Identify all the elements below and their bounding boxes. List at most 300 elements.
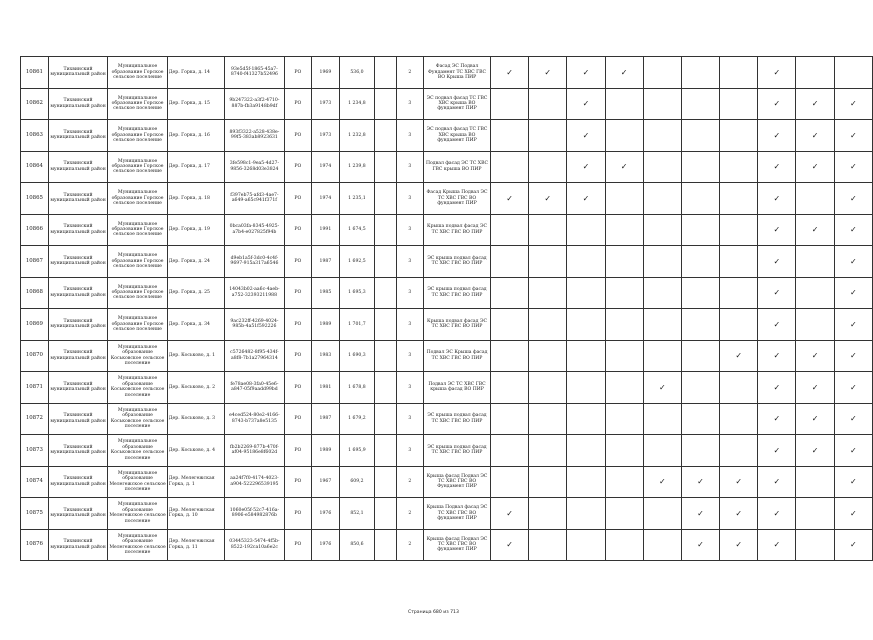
- checkmark-icon: ✓: [758, 340, 796, 372]
- empty-cell: [375, 529, 396, 561]
- table-row: [21, 88, 873, 120]
- check-cell-empty: [643, 435, 681, 467]
- check-cell-empty: [720, 246, 758, 278]
- category-cell: 2: [396, 529, 423, 561]
- address-cell: Дер. Горка, д. 24: [167, 246, 224, 278]
- check-cell-empty: [529, 529, 567, 561]
- empty-cell: [375, 498, 396, 530]
- check-cell-empty: [567, 340, 605, 372]
- check-cell-empty: [681, 340, 719, 372]
- check-cell-empty: [681, 277, 719, 309]
- checkmark-icon: ✓: [834, 340, 872, 372]
- district-cell: Тихвинский муниципальный район: [48, 57, 108, 89]
- table-row: [21, 309, 873, 341]
- house-code-cell: e4ced524-80e2-4166-8743-b737a8e5135: [225, 403, 284, 435]
- check-cell-empty: [643, 246, 681, 278]
- check-cell-empty: [643, 340, 681, 372]
- address-cell: Дер. Горка, д. 19: [167, 214, 224, 246]
- settlement-cell: Муниципальное образование Горское сельское поселение: [108, 57, 168, 89]
- district-cell: Тихвинский муниципальный район: [48, 435, 108, 467]
- checkmark-icon: ✓: [834, 435, 872, 467]
- check-cell-empty: [529, 466, 567, 498]
- checkmark-icon: ✓: [834, 214, 872, 246]
- checkmark-icon: ✓: [490, 183, 528, 215]
- empty-cell: [375, 57, 396, 89]
- house-code-cell: 93e5d5f-1865-45a7-8740-f41327b52496: [225, 57, 284, 89]
- settlement-cell: Муниципальное образование Горское сельское поселение: [108, 277, 168, 309]
- checkmark-icon: ✓: [758, 57, 796, 89]
- check-cell-empty: [490, 246, 528, 278]
- checkmark-icon: ✓: [758, 529, 796, 561]
- check-cell-empty: [490, 88, 528, 120]
- check-cell-empty: [681, 183, 719, 215]
- year-cell: 1991: [312, 214, 340, 246]
- checkmark-icon: ✓: [796, 151, 834, 183]
- settlement-cell: Муниципальное образование Коськовское сельское поселение: [108, 372, 168, 404]
- checkmark-icon: ✓: [834, 403, 872, 435]
- house-code-cell: f397eb75-afd3-4ae7-a649-a65c941f371f: [225, 183, 284, 215]
- check-cell-empty: [796, 246, 834, 278]
- check-cell-empty: [643, 151, 681, 183]
- empty-cell: [375, 309, 396, 341]
- area-cell: 1 701,7: [339, 309, 374, 341]
- housing-register-table: [20, 56, 873, 561]
- fund-form-cell: РО: [284, 277, 312, 309]
- checkmark-icon: ✓: [796, 403, 834, 435]
- checkmark-icon: ✓: [758, 277, 796, 309]
- check-cell-empty: [796, 277, 834, 309]
- check-cell-empty: [720, 403, 758, 435]
- area-cell: 536,0: [339, 57, 374, 89]
- check-cell-empty: [796, 309, 834, 341]
- check-cell-empty: [567, 309, 605, 341]
- check-cell-empty: [490, 372, 528, 404]
- row-id-cell: 10861: [21, 57, 49, 89]
- row-id-cell: 10862: [21, 88, 49, 120]
- category-cell: 3: [396, 246, 423, 278]
- house-code-cell: 9ac232ff-4269-4024-985b-4a51f592226: [225, 309, 284, 341]
- category-cell: 3: [396, 151, 423, 183]
- area-cell: 850,6: [339, 529, 374, 561]
- work-types-cell: ЭС подвал фасад ТС ГВС ХВС крыша ВО фундамент ПИР: [424, 120, 491, 152]
- check-cell-empty: [681, 88, 719, 120]
- checkmark-icon: ✓: [834, 277, 872, 309]
- check-cell-empty: [643, 529, 681, 561]
- check-cell-empty: [529, 498, 567, 530]
- year-cell: 1976: [312, 498, 340, 530]
- check-cell-empty: [605, 309, 643, 341]
- house-code-cell: fb2b2269-877b-470f-af04-95186e8f602d: [225, 435, 284, 467]
- house-code-cell: 3fe598c1-9ea5-4d27-9856-3268d03e3824: [225, 151, 284, 183]
- fund-form-cell: РО: [284, 498, 312, 530]
- check-cell-empty: [643, 498, 681, 530]
- check-cell-empty: [529, 435, 567, 467]
- work-types-cell: Подвал фасад ЭС ТС ХВС ГВС крыша ВО ПИР: [424, 151, 491, 183]
- page-footer: Страница 680 из 713: [408, 610, 459, 615]
- table-row: [21, 246, 873, 278]
- empty-cell: [375, 246, 396, 278]
- checkmark-icon: ✓: [834, 466, 872, 498]
- settlement-cell: Муниципальное образование Мелегежское сельское поселение: [108, 466, 168, 498]
- row-id-cell: 10863: [21, 120, 49, 152]
- table-row: [21, 151, 873, 183]
- check-cell-empty: [720, 277, 758, 309]
- check-cell-empty: [796, 529, 834, 561]
- year-cell: 1989: [312, 435, 340, 467]
- check-cell-empty: [529, 277, 567, 309]
- work-types-cell: Крыша фасад Подвал ЭС ТС ХВС ГВС ВО Фундамент ПИР: [424, 466, 491, 498]
- row-id-cell: 10868: [21, 277, 49, 309]
- checkmark-icon: ✓: [720, 498, 758, 530]
- checkmark-icon: ✓: [796, 88, 834, 120]
- table-row: [21, 498, 873, 530]
- check-cell-empty: [796, 183, 834, 215]
- row-id-cell: 10867: [21, 246, 49, 278]
- check-cell-empty: [681, 309, 719, 341]
- checkmark-icon: ✓: [758, 309, 796, 341]
- check-cell-empty: [720, 183, 758, 215]
- checkmark-icon: ✓: [796, 435, 834, 467]
- table-body: [21, 57, 873, 561]
- address-cell: Дер. Горка, д. 14: [167, 57, 224, 89]
- category-cell: 3: [396, 372, 423, 404]
- fund-form-cell: РО: [284, 214, 312, 246]
- address-cell: Дер. Горка, д. 16: [167, 120, 224, 152]
- settlement-cell: Муниципальное образование Коськовское сельское поселение: [108, 403, 168, 435]
- settlement-cell: Муниципальное образование Горское сельское поселение: [108, 183, 168, 215]
- house-code-cell: 9b247322-a3f2-4710-887b-fb3a9148b9df: [225, 88, 284, 120]
- row-id-cell: 10876: [21, 529, 49, 561]
- district-cell: Тихвинский муниципальный район: [48, 277, 108, 309]
- settlement-cell: Муниципальное образование Коськовское сельское поселение: [108, 435, 168, 467]
- check-cell-empty: [490, 309, 528, 341]
- district-cell: Тихвинский муниципальный район: [48, 340, 108, 372]
- district-cell: Тихвинский муниципальный район: [48, 120, 108, 152]
- address-cell: Дер. Мелегежская Горка, д. 1: [167, 466, 224, 498]
- checkmark-icon: ✓: [681, 466, 719, 498]
- checkmark-icon: ✓: [720, 529, 758, 561]
- table-row: [21, 340, 873, 372]
- work-types-cell: ЭС подвал фасад ТС ГВС ХВС крыша ВО фундамент ПИР: [424, 88, 491, 120]
- check-cell-empty: [720, 214, 758, 246]
- checkmark-icon: ✓: [758, 372, 796, 404]
- row-id-cell: 10865: [21, 183, 49, 215]
- settlement-cell: Муниципальное образование Горское сельское поселение: [108, 120, 168, 152]
- address-cell: Дер. Коськово, д. 3: [167, 403, 224, 435]
- district-cell: Тихвинский муниципальный район: [48, 498, 108, 530]
- checkmark-icon: ✓: [567, 57, 605, 89]
- check-cell-empty: [490, 277, 528, 309]
- table-row: [21, 466, 873, 498]
- area-cell: 1 678,8: [339, 372, 374, 404]
- work-types-cell: Подвал ЭС ТС ХВС ГВС крыша фасад ВО ПИР: [424, 372, 491, 404]
- category-cell: 3: [396, 120, 423, 152]
- year-cell: 1987: [312, 246, 340, 278]
- year-cell: 1976: [312, 529, 340, 561]
- row-id-cell: 10870: [21, 340, 49, 372]
- fund-form-cell: РО: [284, 246, 312, 278]
- checkmark-icon: ✓: [758, 435, 796, 467]
- empty-cell: [375, 151, 396, 183]
- checkmark-icon: ✓: [834, 120, 872, 152]
- checkmark-icon: ✓: [758, 151, 796, 183]
- checkmark-icon: ✓: [834, 529, 872, 561]
- fund-form-cell: РО: [284, 466, 312, 498]
- empty-cell: [375, 277, 396, 309]
- category-cell: 3: [396, 340, 423, 372]
- row-id-cell: 10869: [21, 309, 49, 341]
- checkmark-icon: ✓: [834, 498, 872, 530]
- check-cell-empty: [529, 403, 567, 435]
- check-cell-empty: [529, 214, 567, 246]
- work-types-cell: Подвал ЭС Крыша фасад ТС ХВС ГВС ВО ПИР: [424, 340, 491, 372]
- check-cell-empty: [605, 529, 643, 561]
- settlement-cell: Муниципальное образование Горское сельское поселение: [108, 309, 168, 341]
- checkmark-icon: ✓: [758, 466, 796, 498]
- check-cell-empty: [605, 183, 643, 215]
- check-cell-empty: [529, 309, 567, 341]
- work-types-cell: Крыша Подвал фасад ЭС ТС ХВС ГВС ВО фундамент ПИР: [424, 498, 491, 530]
- work-types-cell: Крыша фасад Подвал ЭС ТС ХВС ГВС ВО фундамент ПИР: [424, 529, 491, 561]
- check-cell-empty: [529, 151, 567, 183]
- check-cell-empty: [605, 246, 643, 278]
- year-cell: 1973: [312, 120, 340, 152]
- district-cell: Тихвинский муниципальный район: [48, 88, 108, 120]
- check-cell-empty: [605, 498, 643, 530]
- check-cell-empty: [529, 372, 567, 404]
- address-cell: Дер. Мелегежская Горка, д. 10: [167, 498, 224, 530]
- check-cell-empty: [567, 529, 605, 561]
- address-cell: Дер. Мелегежская Горка, д. 11: [167, 529, 224, 561]
- area-cell: 852,1: [339, 498, 374, 530]
- area-cell: 1 679,2: [339, 403, 374, 435]
- checkmark-icon: ✓: [681, 498, 719, 530]
- check-cell-empty: [529, 120, 567, 152]
- settlement-cell: Муниципальное образование Мелегежское сельское поселение: [108, 498, 168, 530]
- checkmark-icon: ✓: [796, 120, 834, 152]
- check-cell-empty: [567, 435, 605, 467]
- house-code-cell: 14043b02-aa6c-4aeb-a752-32393211988: [225, 277, 284, 309]
- check-cell-empty: [567, 466, 605, 498]
- row-id-cell: 10871: [21, 372, 49, 404]
- checkmark-icon: ✓: [720, 340, 758, 372]
- table-row: [21, 120, 873, 152]
- row-id-cell: 10866: [21, 214, 49, 246]
- check-cell-empty: [605, 214, 643, 246]
- address-cell: Дер. Горка, д. 25: [167, 277, 224, 309]
- table-row: [21, 435, 873, 467]
- check-cell-empty: [605, 120, 643, 152]
- check-cell-empty: [490, 214, 528, 246]
- fund-form-cell: РО: [284, 435, 312, 467]
- check-cell-empty: [720, 57, 758, 89]
- row-id-cell: 10864: [21, 151, 49, 183]
- check-cell-empty: [796, 57, 834, 89]
- house-code-cell: 0bca03fa-8345-4925-a7b4-e027825f94b: [225, 214, 284, 246]
- check-cell-empty: [720, 151, 758, 183]
- year-cell: 1974: [312, 151, 340, 183]
- checkmark-icon: ✓: [490, 529, 528, 561]
- check-cell-empty: [720, 88, 758, 120]
- checkmark-icon: ✓: [834, 309, 872, 341]
- check-cell-empty: [567, 372, 605, 404]
- district-cell: Тихвинский муниципальный район: [48, 403, 108, 435]
- table-row: [21, 57, 873, 89]
- work-types-cell: ЭС крыша подвал фасад ТС ХВС ГВС ВО ПИР: [424, 246, 491, 278]
- check-cell-empty: [681, 57, 719, 89]
- check-cell-empty: [681, 435, 719, 467]
- area-cell: 1 674,5: [339, 214, 374, 246]
- area-cell: 1 690,3: [339, 340, 374, 372]
- checkmark-icon: ✓: [681, 529, 719, 561]
- work-types-cell: ЭС крыша подвал фасад ТС ХВС ГВС ВО ПИР: [424, 435, 491, 467]
- check-cell-empty: [643, 88, 681, 120]
- check-cell-empty: [529, 246, 567, 278]
- checkmark-icon: ✓: [834, 183, 872, 215]
- house-code-cell: 03445323-5474-4f5b-8522-192ca10a6e2c: [225, 529, 284, 561]
- table-row: [21, 403, 873, 435]
- fund-form-cell: РО: [284, 529, 312, 561]
- district-cell: Тихвинский муниципальный район: [48, 309, 108, 341]
- fund-form-cell: РО: [284, 88, 312, 120]
- checkmark-icon: ✓: [567, 120, 605, 152]
- checkmark-icon: ✓: [758, 498, 796, 530]
- check-cell-empty: [643, 214, 681, 246]
- checkmark-icon: ✓: [529, 57, 567, 89]
- checkmark-icon: ✓: [490, 57, 528, 89]
- district-cell: Тихвинский муниципальный район: [48, 183, 108, 215]
- checkmark-icon: ✓: [758, 214, 796, 246]
- check-cell-empty: [681, 151, 719, 183]
- checkmark-icon: ✓: [605, 151, 643, 183]
- house-code-cell: c5726482-8f95-434f-a8f8-7b1a27964314: [225, 340, 284, 372]
- check-cell-empty: [720, 372, 758, 404]
- check-cell-empty: [796, 498, 834, 530]
- checkmark-icon: ✓: [834, 372, 872, 404]
- checkmark-icon: ✓: [758, 120, 796, 152]
- category-cell: 2: [396, 57, 423, 89]
- checkmark-icon: ✓: [758, 88, 796, 120]
- checkmark-icon: ✓: [796, 214, 834, 246]
- checkmark-icon: ✓: [605, 57, 643, 89]
- check-cell-empty: [681, 372, 719, 404]
- house-code-cell: aa24f7f0-4174-4023-a904-522296539195: [225, 466, 284, 498]
- check-cell-empty: [605, 435, 643, 467]
- area-cell: 1 239,8: [339, 151, 374, 183]
- empty-cell: [375, 372, 396, 404]
- row-id-cell: 10874: [21, 466, 49, 498]
- area-cell: 609,2: [339, 466, 374, 498]
- row-id-cell: 10875: [21, 498, 49, 530]
- empty-cell: [375, 466, 396, 498]
- year-cell: 1985: [312, 277, 340, 309]
- house-code-cell: d9eb1a5f-3dc0-4c4f-9697-915a317a6546: [225, 246, 284, 278]
- area-cell: 1 695,9: [339, 435, 374, 467]
- category-cell: 3: [396, 403, 423, 435]
- check-cell-empty: [681, 403, 719, 435]
- year-cell: 1973: [312, 88, 340, 120]
- district-cell: Тихвинский муниципальный район: [48, 372, 108, 404]
- category-cell: 2: [396, 498, 423, 530]
- checkmark-icon: ✓: [490, 498, 528, 530]
- year-cell: 1967: [312, 466, 340, 498]
- fund-form-cell: РО: [284, 183, 312, 215]
- check-cell-empty: [490, 435, 528, 467]
- district-cell: Тихвинский муниципальный район: [48, 214, 108, 246]
- settlement-cell: Муниципальное образование Коськовское сельское поселение: [108, 340, 168, 372]
- checkmark-icon: ✓: [643, 372, 681, 404]
- check-cell-empty: [529, 340, 567, 372]
- area-cell: 1 234,8: [339, 88, 374, 120]
- year-cell: 1981: [312, 372, 340, 404]
- address-cell: Дер. Горка, д. 34: [167, 309, 224, 341]
- work-types-cell: ЭС крыша подвал фасад ТС ХВС ГВС ВО ПИР: [424, 403, 491, 435]
- table-row: [21, 372, 873, 404]
- area-cell: 1 232,8: [339, 120, 374, 152]
- empty-cell: [375, 88, 396, 120]
- house-code-cell: 1060e05f-52c7-416a-8906-e584982876b: [225, 498, 284, 530]
- check-cell-empty: [490, 151, 528, 183]
- house-code-cell: 893f3322-a528-438e-99f5-383ab8923631: [225, 120, 284, 152]
- check-cell-empty: [605, 466, 643, 498]
- fund-form-cell: РО: [284, 403, 312, 435]
- check-cell-empty: [490, 340, 528, 372]
- check-cell-empty: [605, 277, 643, 309]
- check-cell-empty: [490, 403, 528, 435]
- fund-form-cell: РО: [284, 151, 312, 183]
- work-types-cell: Фасад ЭС Подвал Фундамент ТС ХВС ГВС ВО Крыша ПИР: [424, 57, 491, 89]
- checkmark-icon: ✓: [643, 466, 681, 498]
- category-cell: 2: [396, 466, 423, 498]
- address-cell: Дер. Коськово, д. 2: [167, 372, 224, 404]
- checkmark-icon: ✓: [834, 246, 872, 278]
- check-cell-empty: [605, 372, 643, 404]
- category-cell: 3: [396, 309, 423, 341]
- address-cell: Дер. Горка, д. 15: [167, 88, 224, 120]
- district-cell: Тихвинский муниципальный район: [48, 151, 108, 183]
- check-cell-empty: [567, 246, 605, 278]
- check-cell-empty: [643, 403, 681, 435]
- check-cell-empty: [567, 277, 605, 309]
- work-types-cell: Фасад Крыша Подвал ЭС ТС ХВС ГВС ВО фундамент ПИР: [424, 183, 491, 215]
- year-cell: 1969: [312, 57, 340, 89]
- check-cell-empty: [720, 120, 758, 152]
- checkmark-icon: ✓: [796, 340, 834, 372]
- checkmark-icon: ✓: [758, 183, 796, 215]
- fund-form-cell: РО: [284, 372, 312, 404]
- check-cell-empty: [681, 214, 719, 246]
- check-cell-empty: [490, 120, 528, 152]
- check-cell-empty: [834, 57, 872, 89]
- fund-form-cell: РО: [284, 309, 312, 341]
- check-cell-empty: [720, 309, 758, 341]
- check-cell-empty: [605, 88, 643, 120]
- table-row: [21, 183, 873, 215]
- checkmark-icon: ✓: [834, 88, 872, 120]
- row-id-cell: 10873: [21, 435, 49, 467]
- checkmark-icon: ✓: [834, 151, 872, 183]
- table-row: [21, 277, 873, 309]
- address-cell: Дер. Горка, д. 17: [167, 151, 224, 183]
- house-code-cell: fe78ae08-3fa0-45e6-a847-05f9aadd99bd: [225, 372, 284, 404]
- checkmark-icon: ✓: [529, 183, 567, 215]
- check-cell-empty: [643, 183, 681, 215]
- work-types-cell: ЭС крыша подвал фасад ТС ХВС ГВС ВО ПИР: [424, 277, 491, 309]
- work-types-cell: Крыша подвал фасад ЭС ТС ХВС ГВС ВО ПИР: [424, 214, 491, 246]
- settlement-cell: Муниципальное образование Мелегежское сельское поселение: [108, 529, 168, 561]
- fund-form-cell: РО: [284, 340, 312, 372]
- checkmark-icon: ✓: [796, 372, 834, 404]
